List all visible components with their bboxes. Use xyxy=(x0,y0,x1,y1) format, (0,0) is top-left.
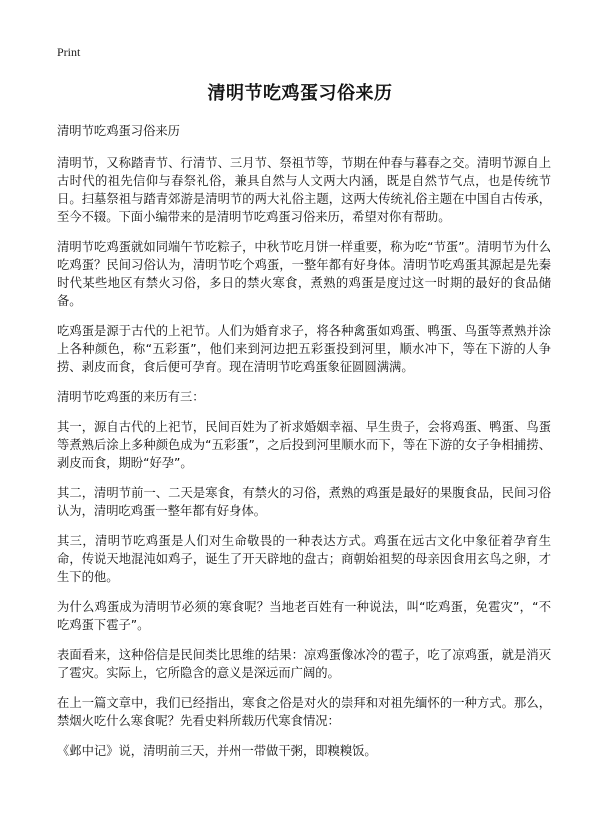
paragraph-analysis: 表面看来，这种俗信是民间类比思维的结果：凉鸡蛋像冰冷的雹子，吃了凉鸡蛋，就是消灭了雹灾。实际上，它所隐含的意义是深远而广阔的。 xyxy=(57,648,551,680)
paragraph-why: 为什么鸡蛋成为清明节必须的寒食呢？当地老百姓有一种说法，叫“吃鸡蛋，免雹灾”，“不吃鸡蛋下雹子”。 xyxy=(57,600,551,632)
paragraph-quote: 《邺中记》说，清明前三天，并州一带做干粥，即糗糗饭。 xyxy=(57,744,377,758)
paragraph-origin-2: 其二，清明节前一、二天是寒食，有禁火的习俗，煮熟的鸡蛋是最好的果腹食品，民间习俗认为，清明吃鸡蛋一整年都有好身体。 xyxy=(57,486,551,518)
paragraph-egg-importance: 清明节吃鸡蛋就如同端午节吃粽子，中秋节吃月饼一样重要，称为吃“节蛋”。清明节为什么吃鸡蛋？民间习俗认为，清明节吃个鸡蛋，一整年都有好身体。清明节吃鸡蛋其源起是先秦时代某些地区有禁火习俗，多日的禁火寒食，煮熟的鸡蛋是度过这一时期的最好的食品储备。 xyxy=(57,240,551,308)
print-link[interactable]: Print xyxy=(57,45,81,59)
paragraph-three-origins: 清明节吃鸡蛋的来历有三： xyxy=(57,390,205,404)
article-subtitle: 清明节吃鸡蛋习俗来历 xyxy=(57,124,180,138)
paragraph-intro: 清明节，又称踏青节、行清节、三月节、祭祖节等，节期在仲春与暮春之交。清明节源自上古时代的祖先信仰与春祭礼俗，兼具自然与人文两大内涵，既是自然节气点，也是传统节日。扫墓祭祖与踏青郊游是清明节的两大礼俗主题，这两大传统礼俗主题在中国自古传承，至今不辍。下面小编带来的是清明节吃鸡蛋习俗来历，希望对你有帮助。 xyxy=(57,156,551,224)
paragraph-previous: 在上一篇文章中，我们已经指出，寒食之俗是对火的崇拜和对祖先缅怀的一种方式。那么，禁烟火吃什么寒食呢？先看史料所载历代寒食情况： xyxy=(57,696,551,728)
paragraph-origin-3: 其三，清明节吃鸡蛋是人们对生命敬畏的一种表达方式。鸡蛋在远古文化中象征着孕育生命，传说天地混沌如鸡子，诞生了开天辟地的盘古；商朝始祖契的母亲因食用玄鸟之卵，才生下的他。 xyxy=(57,534,551,584)
article-body xyxy=(57,122,551,772)
paragraph-origin: 吃鸡蛋是源于古代的上祀节。人们为婚育求子，将各种禽蛋如鸡蛋、鸭蛋、鸟蛋等煮熟并涂上各种颜色，称“五彩蛋”，他们来到河边把五彩蛋投到河里，顺水冲下，等在下游的人争捞、剥皮而食，食后便可孕育。现在清明节吃鸡蛋象征圆圆满满。 xyxy=(57,324,551,374)
paragraph-origin-1: 其一，源自古代的上祀节，民间百姓为了祈求婚姻幸福、早生贵子，会将鸡蛋、鸭蛋、鸟蛋等煮熟后涂上多种颜色成为“五彩蛋”，之后投到河里顺水而下，等在下游的女子争相捕捞、剥皮而食，期盼“好孕”。 xyxy=(57,420,551,470)
page-title: 清明节吃鸡蛋习俗来历 xyxy=(207,83,393,104)
